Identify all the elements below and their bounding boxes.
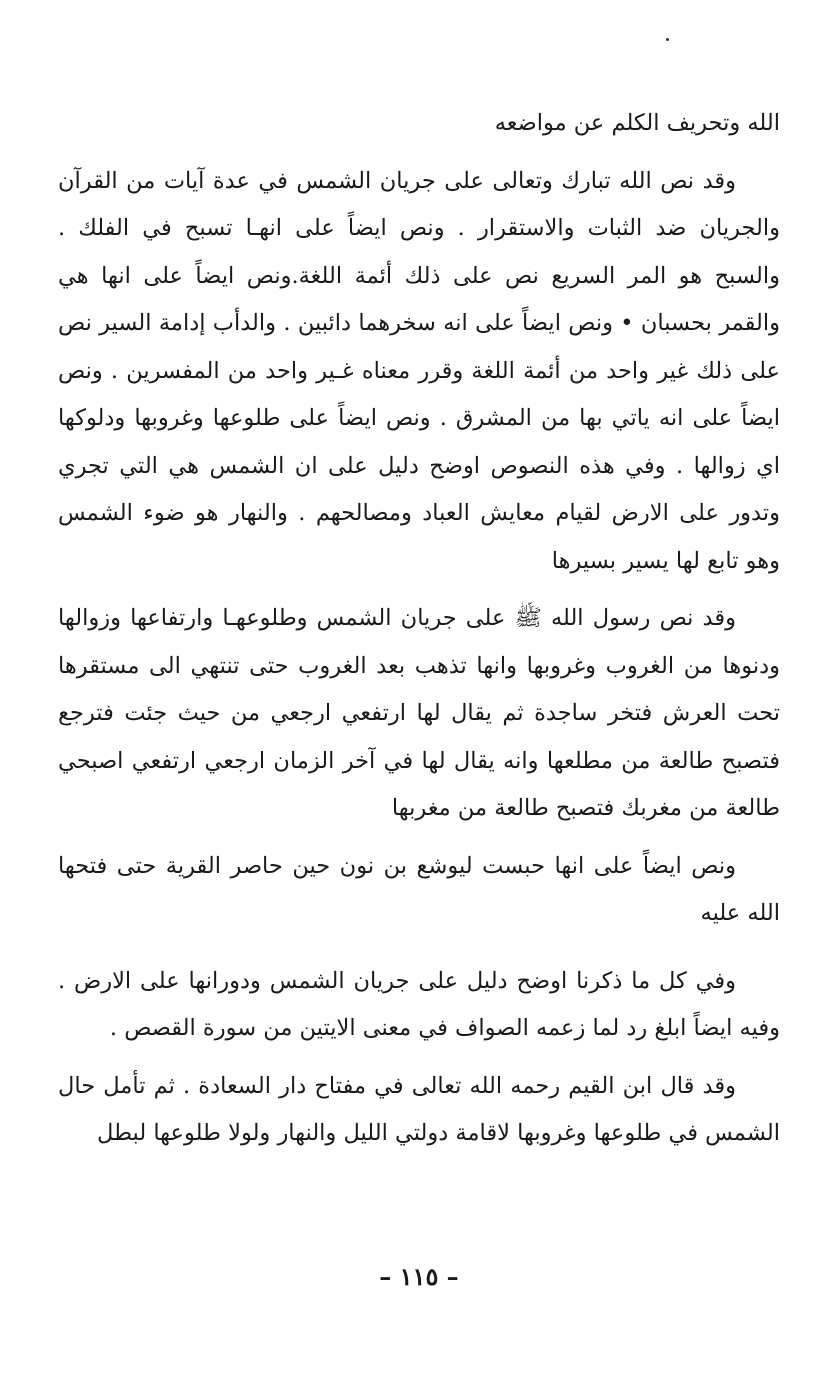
paragraph: وفي كل ما ذكرنا اوضح دليل على جريان الشمس ودورانها على الارض . وفيه ايضاً ابلغ رد لما زعمه الصواف في معنى الايتين من سورة القصص . <box>58 967 780 1041</box>
scan-speck <box>666 38 669 41</box>
paragraph-continuation: الله وتحريف الكلم عن مواضعه <box>494 110 780 136</box>
page-number: – ١١٥ – <box>379 1262 459 1291</box>
paragraph: وقد نص رسول الله ﷺ على جريان الشمس وطلوعهـا وارتفاعها وزوالها ودنوها من الغروب وغروبها وانها تذهب بعد الغروب حتى تنتهي الى مستقرها تحت العرش فتخر ساجدة ثم يقال لها ارتفعي ارجعي من حيث جئت فترجع فتصبح طالعة من مطلعها وانه يقال لها في آخر الزمان ارجعي ارتفعي اصبحي طالعة من مغربك فتصبح طالعة من مغربها <box>58 605 780 821</box>
paragraph: وقد قال ابن القيم رحمه الله تعالى في مفتاح دار السعادة . ثم تأمل حال الشمس في طلوعها وغروبها لاقامة دولتي الليل والنهار ولولا طلوعها لبطل <box>58 1072 780 1146</box>
paragraph: ونص ايضاً على انها حبست ليوشع بن نون حين حاصر القرية حتى فتحها الله عليه <box>58 852 780 926</box>
body-text <box>58 100 780 1158</box>
paragraph: وقد نص الله تبارك وتعالى على جريان الشمس في عدة آيات من القرآن والجريان ضد الثبات والاستقرار . ونص ايضاً على انهـا تسبح في الفلك . والسبح هو المر السريع نص على ذلك أئمة اللغة.ونص ايضاً على انها هي والقمر بحسبان • ونص ايضاً على انه سخرهما دائبين . والدأب إدامة السير نص على ذلك غير واحد من أئمة اللغة وقرر معناه غـير واحد من المفسرين . ونص ايضاً على انه ياتي بها من المشرق . ونص ايضاً على طلوعها وغروبها ودلوكها اي زوالها . وفي هذه النصوص اوضح دليل على ان الشمس هي التي تجري وتدور على الارض لقيام معايش العباد ومصالحهم . والنهار هو ضوء الشمس وهو تابع لها يسير بسيرها <box>58 167 780 574</box>
